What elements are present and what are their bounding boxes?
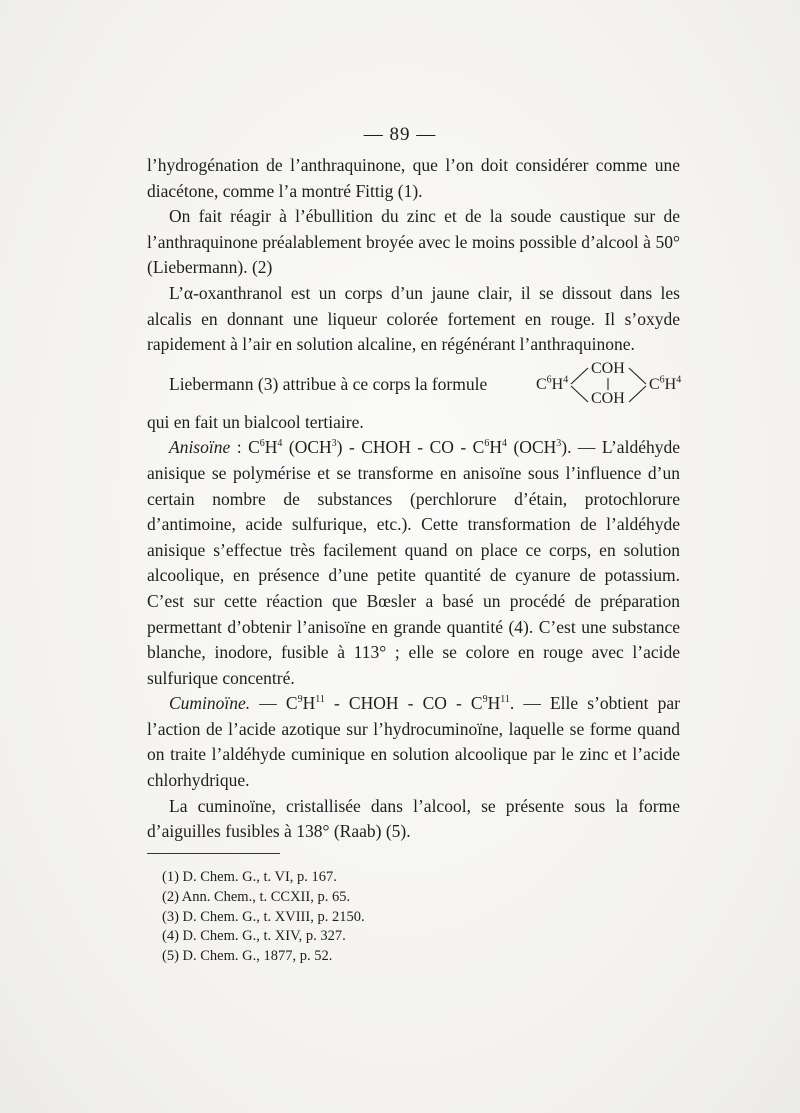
formula-left-h: H — [551, 375, 564, 393]
anisoine-s4: 6 — [484, 438, 490, 450]
formula-top-group: COH — [591, 359, 625, 377]
formula-left-c: C — [536, 375, 547, 393]
footnote-divider — [147, 853, 280, 854]
body-text — [147, 153, 680, 845]
cuminoine-s4: 11 — [500, 694, 510, 706]
anisoine-s3: 3 — [331, 438, 337, 450]
cuminoine-h2: H — [487, 693, 501, 714]
anisoine-heading: Anisoïne — [169, 437, 231, 458]
formula-right-c: C — [649, 375, 660, 393]
formula-bottom-group: COH — [591, 389, 625, 407]
formula-line — [147, 360, 680, 410]
formula-right-sup1: 6 — [659, 374, 665, 386]
structural-formula — [536, 358, 686, 412]
paragraph-4-tail: qui en fait un bialcool tertiaire. — [147, 411, 364, 432]
cuminoine-s3: 9 — [482, 694, 488, 706]
anisoine-och2: (OCH — [507, 437, 557, 458]
anisoine-h1: H — [264, 437, 278, 458]
formula-lead-text: Liebermann (3) attribue à ce corps la formule — [169, 373, 488, 394]
anisoine-sep: : — [230, 437, 249, 458]
footnote-1: (1) D. Chem. G., t. VI, p. 167. — [162, 869, 337, 885]
cuminoine-dash: — C — [250, 693, 298, 714]
formula-left-group — [536, 372, 568, 398]
footnote-3: (3) D. Chem. G., t. XVIII, p. 2150. — [162, 908, 365, 925]
anisoine-s6: 3 — [556, 438, 562, 450]
anisoine-text: ). — L’aldéhyde anisique se polymérise et se transforme en anisoïne sous l’influence d’un certain nombre de substances (perchlorure d’étain, protochlorure d’antimoine, acide sulfurique, etc.). Cette transformation de l’aldéhyde anisique s’effectue très facilement quand on place ce corps, en solution alcoolique, en présence d’une petite quantité de cyanure de potassium. C’est sur cette réaction que Bœsler a basé un procédé de préparation permettant d’obtenir l’anisoïne en grande quantité (4). C’est une substance blanche, inodore, fusible à 113° ; elle se colore en rouge avec l’acide sulfurique concentré. — [147, 437, 680, 688]
footnote-2: (2) Ann. Chem., t. CCXII, p. 65. — [162, 888, 351, 905]
page-number: — 89 — — [363, 124, 437, 145]
cuminoine-s1: 9 — [297, 694, 303, 706]
cuminoine-s2: 11 — [315, 694, 325, 706]
paragraph-3: L’α-oxanthranol est un corps d’un jaune clair, il se dissout dans les alcalis en donnant une liqueur colorée fortement en rouge. Il s’oxyde rapidement à l’air en solution alcaline, en régénérant l’anthraquinone. — [147, 282, 680, 355]
paragraph-cuminoine — [147, 691, 680, 793]
anisoine-s2: 4 — [277, 438, 283, 450]
anisoine-s5: 4 — [502, 438, 507, 450]
anisoine-s1: 6 — [259, 438, 265, 450]
cuminoine-heading: Cuminoïne. — [169, 693, 251, 714]
cuminoine-h1: H — [302, 693, 316, 714]
anisoine-h2: H — [489, 437, 502, 458]
paragraph-1: l’hydrogénation de l’anthraquinone, que l’on doit considérer comme une diacétone, comme l’a montré Fittig (1). — [147, 155, 680, 201]
footnote-5: (5) D. Chem. G., 1877, p. 52. — [162, 948, 333, 965]
paragraph-anisoine — [147, 435, 680, 691]
paragraph-2: On fait réagir à l’ébullition du zinc et de la soude caustique sur de l’anthraquinone préalablement broyée avec le moins possible d’alcool à 50° (Liebermann). (2) — [147, 206, 680, 278]
anisoine-mid: ) - CHOH - CO - C — [336, 437, 485, 458]
formula-left-sup2: 4 — [563, 374, 569, 386]
cuminoine-mid: - CHOH - CO - C — [324, 693, 483, 714]
formula-left-sup1: 6 — [546, 374, 552, 386]
formula-right-h: H — [664, 375, 677, 393]
formula-right-group — [649, 372, 681, 398]
formula-right-sup2: 4 — [676, 374, 682, 386]
footnote-4: (4) D. Chem. G., t. XIV, p. 327. — [162, 928, 346, 945]
anisoine-och1: (OCH — [282, 437, 332, 458]
anisoine-c1: C — [248, 437, 260, 458]
paragraph-7: La cuminoïne, cristallisée dans l’alcool, se présente sous la forme d’aiguilles fusibles à 138° (Raab) (5). — [147, 795, 680, 842]
cuminoine-text: . — Elle s’obtient par l’action de l’acide azotique sur l’hydrocuminoïne, laquelle se forme quand on traite l’aldéhyde cuminique en solution alcoolique par le zinc et l’acide chlorhydrique. — [147, 693, 680, 791]
footnotes — [162, 868, 365, 967]
